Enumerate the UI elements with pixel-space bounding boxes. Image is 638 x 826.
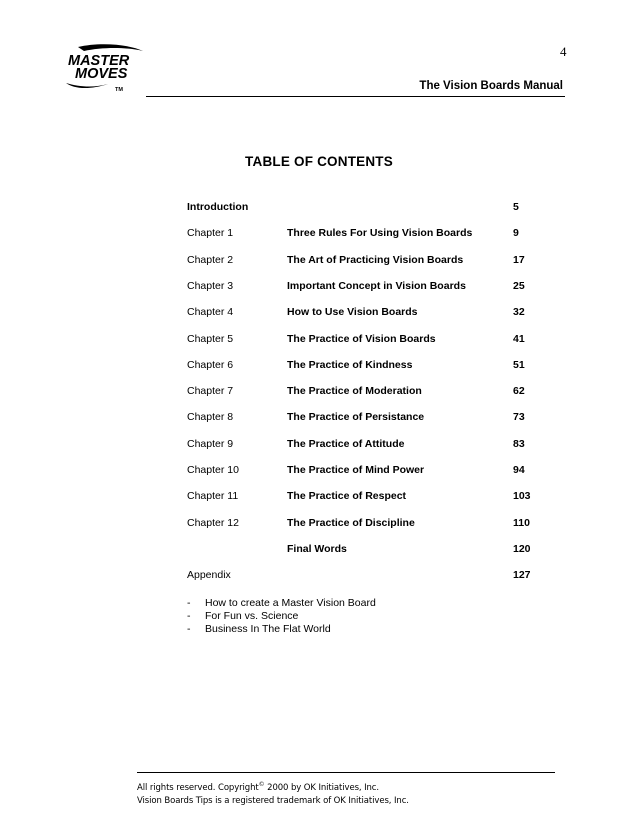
toc-row-page: 120 [513, 543, 531, 555]
toc-row-label: Chapter 9 [187, 438, 234, 450]
toc-row-title: Important Concept in Vision Boards [287, 280, 466, 292]
toc-row-page: 32 [513, 306, 525, 318]
toc-row-label: Chapter 7 [187, 385, 234, 397]
toc-row-title: The Practice of Mind Power [287, 464, 425, 476]
toc-row-title: The Practice of Moderation [287, 385, 422, 397]
toc-row-page: 103 [513, 490, 531, 502]
toc-row [0, 306, 638, 322]
toc-row-label: Chapter 6 [187, 359, 234, 371]
footer-divider [137, 772, 555, 773]
logo-line1: MASTER [68, 53, 130, 69]
toc-row-page: 94 [513, 464, 525, 476]
toc-row-label: Chapter 2 [187, 254, 234, 266]
toc-row [0, 227, 638, 243]
toc-row [0, 333, 638, 349]
appendix-subitem: - For Fun vs. Science [187, 610, 299, 622]
master-moves-logo [64, 44, 146, 94]
toc-row [0, 280, 638, 296]
toc-row [0, 411, 638, 427]
toc-row-page: 25 [513, 280, 525, 292]
manual-title: The Vision Boards Manual [419, 80, 563, 92]
toc-row-page: 83 [513, 438, 525, 450]
appendix-subitem: - How to create a Master Vision Board [187, 597, 376, 609]
toc-row-title: Three Rules For Using Vision Boards [287, 227, 473, 239]
toc-row [0, 359, 638, 375]
toc-row [0, 543, 638, 559]
toc-row-page: 110 [513, 517, 530, 529]
toc-row-title: The Art of Practicing Vision Boards [287, 254, 464, 266]
toc-row-title: The Practice of Respect [287, 490, 407, 502]
toc-row-title: The Practice of Vision Boards [287, 333, 436, 345]
toc-row-page: 17 [513, 254, 525, 266]
trademark-notice: Vision Boards Tips is a registered trademark of OK Initiatives, Inc. [137, 796, 409, 806]
toc-row-title: Final Words [287, 543, 347, 555]
toc-row-label: Chapter 3 [187, 280, 234, 292]
page-number: 4 [560, 44, 567, 59]
toc-row-label: Chapter 11 [187, 490, 239, 502]
copyright-notice: All rights reserved. Copyright© 2000 by OK Initiatives, Inc. [137, 781, 379, 793]
toc-row-page: 41 [513, 333, 525, 345]
toc-row-label: Chapter 12 [187, 517, 239, 529]
header-divider [146, 96, 565, 97]
toc-row-label: Chapter 10 [187, 464, 239, 476]
toc-row-label: Chapter 4 [187, 306, 234, 318]
toc-row [0, 464, 638, 480]
toc-row-label: Introduction [187, 201, 249, 213]
toc-row-page: 9 [513, 227, 519, 239]
toc-row-page: 127 [513, 569, 531, 581]
toc-row-title: The Practice of Discipline [287, 517, 415, 529]
toc-row-page: 51 [513, 359, 525, 371]
toc-row-label: Chapter 1 [187, 227, 234, 239]
toc-row [0, 385, 638, 401]
toc-row-page: 73 [513, 411, 525, 423]
toc-row-label: Chapter 5 [187, 333, 234, 345]
toc-row-title: The Practice of Persistance [287, 411, 425, 423]
logo-trademark: TM [115, 87, 123, 93]
appendix-sublist [187, 597, 376, 636]
toc-row-title: How to Use Vision Boards [287, 306, 418, 318]
toc-row-label: Appendix [187, 569, 231, 581]
toc-row [0, 490, 638, 506]
toc-row [0, 201, 638, 217]
toc-row-title: The Practice of Kindness [287, 359, 413, 371]
toc-row [0, 438, 638, 454]
appendix-subitem: - Business In The Flat World [187, 623, 331, 635]
logo-line2: MOVES [75, 66, 128, 82]
toc-row [0, 254, 638, 270]
toc-row [0, 517, 638, 533]
toc-heading: TABLE OF CONTENTS [245, 154, 393, 169]
toc-row [0, 569, 638, 585]
toc-row-title: The Practice of Attitude [287, 438, 405, 450]
toc-row-page: 62 [513, 385, 525, 397]
toc-row-label: Chapter 8 [187, 411, 234, 423]
toc-row-page: 5 [513, 201, 519, 213]
